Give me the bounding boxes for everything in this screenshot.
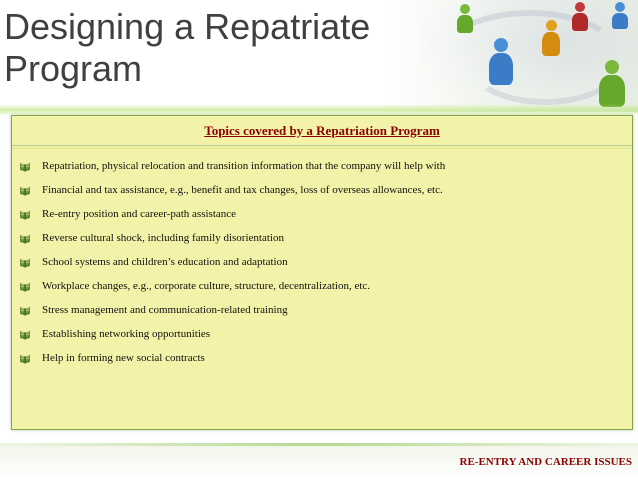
list-item-text: Reverse cultural shock, including family disorientation bbox=[42, 232, 284, 244]
list-item-text: Financial and tax assistance, e.g., benefit and tax changes, loss of overseas allowances, etc. bbox=[42, 184, 443, 196]
book-bullet-icon bbox=[19, 233, 31, 244]
list-item bbox=[12, 250, 632, 274]
list-item bbox=[12, 154, 632, 178]
list-item-text: Stress management and communication-related training bbox=[42, 304, 288, 316]
topics-table bbox=[11, 115, 633, 430]
table-header-text: Topics covered by a Repatriation Program bbox=[204, 122, 440, 138]
book-bullet-icon bbox=[19, 209, 31, 220]
list-item-text: Re-entry position and career-path assistance bbox=[42, 208, 237, 220]
book-bullet-icon bbox=[19, 185, 31, 196]
networking-people-icon bbox=[540, 20, 562, 58]
book-bullet-icon bbox=[19, 161, 31, 172]
book-bullet-icon bbox=[19, 305, 31, 316]
list-item bbox=[12, 346, 632, 370]
list-item bbox=[12, 178, 632, 202]
list-item bbox=[12, 226, 632, 250]
list-item-text: Workplace changes, e.g., corporate culture, structure, decentralization, etc. bbox=[42, 280, 371, 292]
networking-people-icon bbox=[596, 60, 628, 108]
list-item bbox=[12, 274, 632, 298]
book-bullet-icon bbox=[19, 353, 31, 364]
networking-people-icon bbox=[570, 2, 590, 32]
list-item-text: Help in forming new social contracts bbox=[42, 352, 205, 364]
networking-people-icon bbox=[610, 2, 630, 30]
list-item-text: School systems and children’s education and adaptation bbox=[42, 256, 288, 268]
list-item bbox=[12, 322, 632, 346]
header-divider bbox=[12, 147, 632, 149]
table-header bbox=[12, 116, 632, 146]
list-item-text: Establishing networking opportunities bbox=[42, 328, 211, 340]
list-item bbox=[12, 298, 632, 322]
book-bullet-icon bbox=[19, 257, 31, 268]
networking-people-icon bbox=[486, 38, 516, 88]
slide-title: Designing a Repatriate Program bbox=[4, 6, 371, 89]
list-item bbox=[12, 202, 632, 226]
footer-label: RE-ENTRY AND CAREER ISSUES bbox=[459, 456, 632, 468]
topics-list bbox=[12, 154, 632, 370]
book-bullet-icon bbox=[19, 281, 31, 292]
list-item-text: Repatriation, physical relocation and transition information that the company will help with bbox=[42, 160, 446, 172]
book-bullet-icon bbox=[19, 329, 31, 340]
